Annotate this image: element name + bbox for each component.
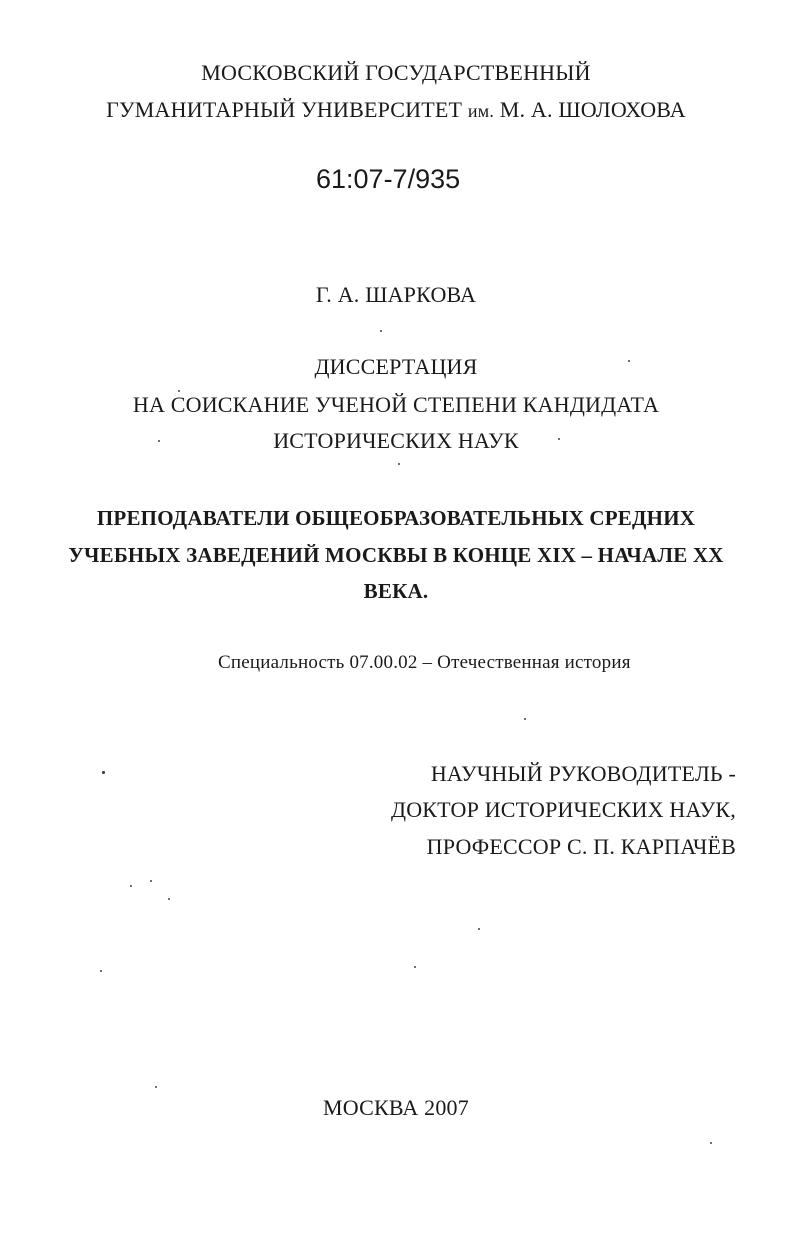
scan-speck [710, 1142, 712, 1144]
dissertation-title-line-3: ВЕКА. [363, 579, 429, 603]
university-name-line-1: МОСКОВСКИЙ ГОСУДАРСТВЕННЫЙ [201, 60, 591, 85]
city-year: МОСКВА 2007 [323, 1095, 469, 1120]
scan-speck [558, 438, 560, 440]
advisor-line-3: ПРОФЕССОР С. П. КАРПАЧЁВ [426, 834, 736, 859]
scan-speck [178, 390, 180, 392]
university-name-im: им. [467, 101, 495, 121]
advisor-line-2: ДОКТОР ИСТОРИЧЕСКИХ НАУК, [390, 797, 736, 822]
scan-speck [100, 970, 102, 972]
specialty: Специальность 07.00.02 – Отечественная история [218, 652, 631, 673]
scan-speck [130, 885, 132, 887]
dissertation-title-line-1: ПРЕПОДАВАТЕЛИ ОБЩЕОБРАЗОВАТЕЛЬНЫХ СРЕДНИХ [96, 506, 696, 530]
university-name-line-2 [0, 97, 792, 124]
scan-speck [158, 440, 160, 442]
catalog-code: 61:07-7/935 [316, 164, 461, 194]
scan-speck [478, 928, 480, 930]
scan-speck [102, 771, 105, 774]
degree-line-3: ИСТОРИЧЕСКИХ НАУК [273, 428, 519, 453]
dissertation-title-line-2: УЧЕБНЫХ ЗАВЕДЕНИЙ МОСКВЫ В КОНЦЕ XIX – НАЧАЛЕ XX [68, 543, 724, 567]
university-name-main: ГУМАНИТАРНЫЙ УНИВЕРСИТЕТ [106, 97, 463, 122]
scan-speck [628, 360, 630, 362]
scan-speck [155, 1086, 157, 1088]
scan-speck [414, 966, 416, 968]
university-name-rest: М. А. ШОЛОХОВА [499, 97, 686, 122]
degree-line-1: ДИССЕРТАЦИЯ [314, 354, 478, 379]
scan-speck [524, 718, 526, 720]
scan-speck [168, 898, 170, 900]
degree-line-2: НА СОИСКАНИЕ УЧЕНОЙ СТЕПЕНИ КАНДИДАТА [132, 392, 660, 417]
advisor-line-1: НАУЧНЫЙ РУКОВОДИТЕЛЬ - [430, 761, 736, 786]
scan-speck [150, 880, 152, 882]
scan-speck [398, 463, 400, 465]
author-name: Г. А. ШАРКОВА [315, 282, 477, 307]
scan-speck [380, 330, 382, 332]
